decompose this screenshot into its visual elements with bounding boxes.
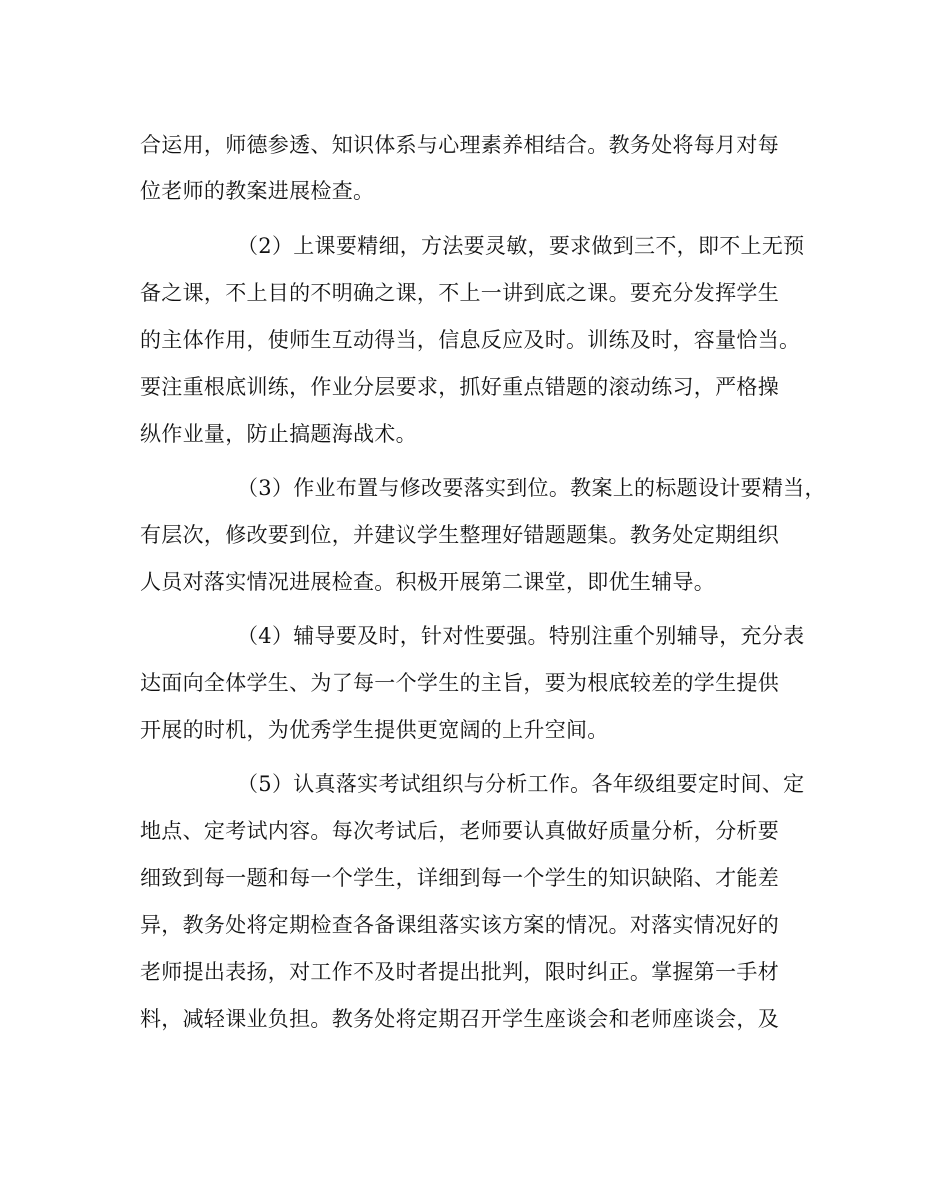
text-line: 有层次，修改要到位，并建议学生整理好错题题集。教务处定期组织 — [140, 523, 779, 547]
text-line: 位老师的教案进展检查。 — [140, 179, 375, 203]
text-line: 老师提出表扬，对工作不及时者提出批判，限时纠正。掌握第一手材 — [140, 960, 779, 984]
paragraph-5-first-line: （5）认真落实考试组织与分析工作。各年级组要定时间、定 — [237, 772, 805, 796]
paragraph-4-first-line: （4）辅导要及时，针对性要强。特别注重个别辅导，充分表 — [237, 624, 805, 648]
text-line: 达面向全体学生、为了每一个学生的主旨，要为根底较差的学生提供 — [140, 671, 779, 695]
text-line: 人员对落实情况进展检查。积极开展第二课堂，即优生辅导。 — [140, 570, 716, 594]
paragraph-3-first-line: （3）作业布置与修改要落实到位。教案上的标题设计要精当， — [237, 476, 826, 500]
text-line: 地点、定考试内容。每次考试后，老师要认真做好质量分析，分析要 — [140, 819, 779, 843]
text-line: 料，减轻课业负担。教务处将定期召开学生座谈会和老师座谈会，及 — [140, 1007, 779, 1031]
text-line: 异，教务处将定期检查各备课组落实该方案的情况。对落实情况好的 — [140, 913, 779, 937]
text-line: 纵作业量，防止搞题海战术。 — [140, 422, 417, 446]
paragraph-2-first-line: （2）上课要精细，方法要灵敏，要求做到三不，即不上无预 — [237, 234, 805, 258]
text-line: 要注重根底训练，作业分层要求，抓好重点错题的滚动练习，严格操 — [140, 375, 779, 399]
text-line: 备之课，不上目的不明确之课，不上一讲到底之课。要充分发挥学生 — [140, 281, 779, 305]
text-line: 细致到每一题和每一个学生，详细到每一个学生的知识缺陷、才能差 — [140, 866, 779, 890]
text-line: 合运用，师德参透、知识体系与心理素养相结合。教务处将每月对每 — [140, 133, 779, 157]
text-line: 的主体作用，使师生互动得当，信息反应及时。训练及时，容量恰当。 — [140, 328, 801, 352]
text-line: 开展的时机，为优秀学生提供更宽阔的上升空间。 — [140, 718, 609, 742]
